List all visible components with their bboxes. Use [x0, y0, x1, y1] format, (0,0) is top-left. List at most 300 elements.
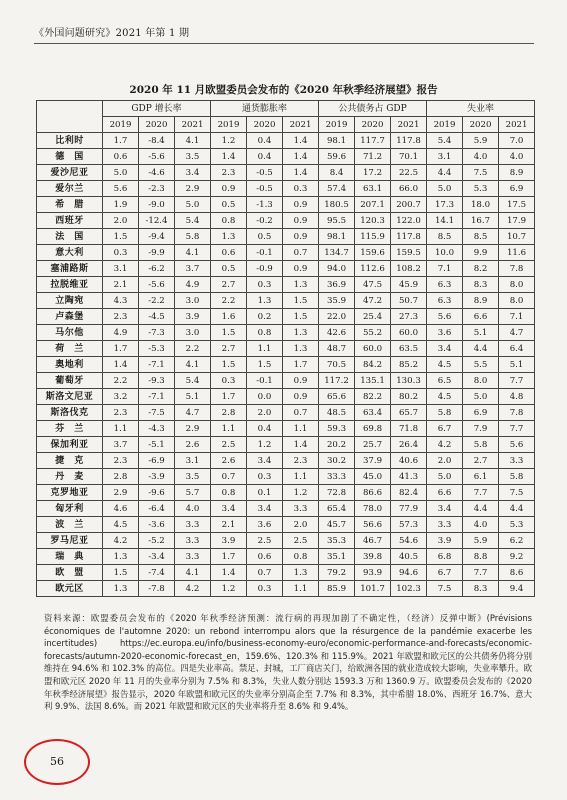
country-cell: 葡萄牙 [37, 373, 103, 389]
value-cell: 1.2 [211, 581, 247, 597]
value-cell: 40.6 [391, 453, 427, 469]
value-cell: 1.1 [103, 421, 139, 437]
value-cell: 6.6 [427, 485, 463, 501]
year-header-cell: 2021 [175, 117, 211, 133]
value-cell: 0.3 [247, 277, 283, 293]
value-cell: 4.9 [103, 325, 139, 341]
value-cell: 40.5 [391, 549, 427, 565]
value-cell: 0.2 [247, 309, 283, 325]
value-cell: 14.1 [427, 213, 463, 229]
value-cell: 0.0 [247, 389, 283, 405]
value-cell: 5.4 [175, 213, 211, 229]
value-cell: 0.3 [247, 469, 283, 485]
value-cell: 0.5 [211, 261, 247, 277]
value-cell: -7.8 [139, 581, 175, 597]
value-cell: 0.9 [283, 229, 319, 245]
value-cell: 41.3 [391, 469, 427, 485]
running-header: 《外国问题研究》2021 年第 1 期 [34, 24, 534, 44]
value-cell: 180.5 [319, 197, 355, 213]
value-cell: 8.8 [463, 549, 499, 565]
value-cell: 2.1 [103, 277, 139, 293]
value-cell: -7.1 [139, 357, 175, 373]
value-cell: 1.2 [211, 133, 247, 149]
value-cell: 0.8 [211, 485, 247, 501]
value-cell: 46.7 [355, 533, 391, 549]
value-cell: 1.5 [211, 325, 247, 341]
value-cell: 8.3 [463, 581, 499, 597]
value-cell: 25.4 [355, 309, 391, 325]
table-row [37, 165, 535, 181]
country-cell: 卢森堡 [37, 309, 103, 325]
value-cell: 0.4 [247, 421, 283, 437]
value-cell: 5.0 [175, 197, 211, 213]
value-cell: 65.7 [391, 405, 427, 421]
value-cell: 5.9 [463, 133, 499, 149]
value-cell: 1.5 [211, 357, 247, 373]
country-cell: 奥地利 [37, 357, 103, 373]
value-cell: 85.2 [391, 357, 427, 373]
table-row [37, 357, 535, 373]
value-cell: 102.3 [391, 581, 427, 597]
value-cell: 3.1 [103, 261, 139, 277]
table-row [37, 565, 535, 581]
value-cell: 77.9 [391, 501, 427, 517]
source-note: 资料来源：欧盟委员会发布的《2020 年秋季经济预测：流行病的再现加剧了不确定性，（经济）反弹中断》(Prévisions économiques de l'automne 2020: un rebond interrompu alors que la résurgence de la pandémie exacerbe les incertitudes) https://ec.europa.eu/info/business-economy-euro/economic-performance-and-forecasts/economic-forecasts/autumn-2020-economic-forecast_en，159.6%、120.3% 和 115.9%。2021 年欧盟和欧元区的公共债务仍将分别维持在 94.6% 和 102.3% 的高位。四是失业率高。禁足、封城，工厂商店关门，给欧洲各国的就业造成较大影响，失业率攀升。欧盟和欧元区 2020 年 11 月的失业率分别为 7.5% 和 8.3%，失业人数分别达 1593.3 万和 1360.9 万。欧盟委员会发布的《2020 年秋季经济展望》报告显示，2020 年欧盟和欧元区的失业率分别高企至 7.7% 和 8.3%，其中希腊 18.0%、西班牙 16.7%、意大利 9.9%、法国 8.6%。而 2021 年欧盟和欧元区的失业率将升至 8.6% 和 9.4%。 [44, 613, 532, 712]
value-cell: 108.2 [391, 261, 427, 277]
value-cell: 3.3 [499, 453, 535, 469]
value-cell: 200.7 [391, 197, 427, 213]
value-cell: 7.9 [463, 421, 499, 437]
value-cell: 2.3 [283, 453, 319, 469]
value-cell: 4.1 [175, 133, 211, 149]
value-cell: 7.7 [463, 565, 499, 581]
value-cell: 1.7 [103, 341, 139, 357]
value-cell: 5.1 [499, 357, 535, 373]
value-cell: 0.3 [103, 245, 139, 261]
value-cell: 20.2 [319, 437, 355, 453]
value-cell: 4.6 [103, 501, 139, 517]
value-cell: 16.7 [463, 213, 499, 229]
value-cell: 2.0 [427, 453, 463, 469]
value-cell: 3.4 [175, 165, 211, 181]
page-number: 56 [50, 755, 64, 768]
economic-forecast-table [36, 100, 535, 597]
value-cell: 3.4 [427, 341, 463, 357]
value-cell: 4.1 [175, 565, 211, 581]
value-cell: 3.4 [247, 453, 283, 469]
value-cell: 1.3 [283, 277, 319, 293]
value-cell: 10.0 [427, 245, 463, 261]
value-cell: 1.6 [211, 309, 247, 325]
value-cell: 117.7 [355, 133, 391, 149]
value-cell: 35.1 [319, 549, 355, 565]
value-cell: 2.0 [103, 213, 139, 229]
value-cell: -5.2 [139, 533, 175, 549]
value-cell: 0.8 [283, 549, 319, 565]
value-cell: 2.0 [283, 517, 319, 533]
value-cell: 1.4 [283, 149, 319, 165]
value-cell: 2.6 [211, 453, 247, 469]
value-cell: 3.9 [175, 309, 211, 325]
value-cell: 5.4 [427, 133, 463, 149]
value-cell: 1.5 [247, 357, 283, 373]
year-header-cell: 2020 [355, 117, 391, 133]
value-cell: 3.7 [175, 261, 211, 277]
value-cell: 3.6 [247, 517, 283, 533]
value-cell: 66.0 [391, 181, 427, 197]
value-cell: 8.3 [463, 277, 499, 293]
value-cell: 70.5 [319, 357, 355, 373]
value-cell: 60.0 [391, 325, 427, 341]
value-cell: -9.3 [139, 373, 175, 389]
year-header-cell: 2021 [283, 117, 319, 133]
value-cell: 72.8 [319, 485, 355, 501]
value-cell: 25.7 [355, 437, 391, 453]
value-cell: 95.5 [319, 213, 355, 229]
value-cell: 22.0 [319, 309, 355, 325]
value-cell: 86.6 [355, 485, 391, 501]
value-cell: 4.0 [499, 149, 535, 165]
value-cell: 3.1 [427, 149, 463, 165]
country-cell: 爱沙尼亚 [37, 165, 103, 181]
value-cell: 4.5 [427, 357, 463, 373]
value-cell: 3.5 [175, 469, 211, 485]
value-cell: 5.8 [499, 469, 535, 485]
value-cell: 1.4 [211, 149, 247, 165]
value-cell: 112.6 [355, 261, 391, 277]
value-cell: 101.7 [355, 581, 391, 597]
year-header-cell: 2020 [139, 117, 175, 133]
value-cell: 1.3 [283, 565, 319, 581]
value-cell: 2.9 [103, 485, 139, 501]
table-row [37, 501, 535, 517]
value-cell: 5.8 [175, 229, 211, 245]
value-cell: 45.7 [319, 517, 355, 533]
value-cell: 5.6 [103, 181, 139, 197]
value-cell: 6.3 [427, 293, 463, 309]
value-cell: 70.1 [391, 149, 427, 165]
value-cell: -5.3 [139, 341, 175, 357]
value-cell: 0.4 [247, 133, 283, 149]
value-cell: 2.7 [211, 341, 247, 357]
value-cell: 2.9 [175, 181, 211, 197]
value-cell: 65.4 [319, 501, 355, 517]
value-cell: 6.6 [463, 309, 499, 325]
value-cell: -6.2 [139, 261, 175, 277]
value-cell: 1.3 [103, 549, 139, 565]
value-cell: 0.5 [211, 197, 247, 213]
value-cell: -8.4 [139, 133, 175, 149]
value-cell: 4.2 [103, 533, 139, 549]
value-cell: 4.8 [499, 389, 535, 405]
value-cell: 17.9 [499, 213, 535, 229]
value-cell: 1.1 [211, 421, 247, 437]
value-cell: 30.2 [319, 453, 355, 469]
value-cell: 6.8 [427, 549, 463, 565]
value-cell: 7.7 [499, 373, 535, 389]
value-cell: 7.8 [499, 405, 535, 421]
value-cell: 8.5 [463, 229, 499, 245]
value-cell: -0.5 [247, 181, 283, 197]
value-cell: 2.3 [103, 453, 139, 469]
value-cell: 6.9 [499, 181, 535, 197]
country-cell: 西班牙 [37, 213, 103, 229]
value-cell: 8.0 [463, 373, 499, 389]
value-cell: 5.8 [427, 405, 463, 421]
value-cell: 1.3 [103, 581, 139, 597]
value-cell: 3.3 [175, 549, 211, 565]
country-cell: 罗马尼亚 [37, 533, 103, 549]
value-cell: -0.2 [247, 213, 283, 229]
value-cell: 0.3 [211, 373, 247, 389]
value-cell: 18.0 [463, 197, 499, 213]
country-cell: 法 国 [37, 229, 103, 245]
value-cell: -5.6 [139, 277, 175, 293]
value-cell: -2.2 [139, 293, 175, 309]
value-cell: 8.9 [463, 293, 499, 309]
value-cell: 11.6 [499, 245, 535, 261]
value-cell: 93.9 [355, 565, 391, 581]
value-cell: 7.7 [499, 421, 535, 437]
value-cell: 0.1 [247, 485, 283, 501]
value-cell: 7.5 [499, 485, 535, 501]
value-cell: 134.7 [319, 245, 355, 261]
value-cell: 4.1 [175, 245, 211, 261]
value-cell: 94.0 [319, 261, 355, 277]
value-cell: 4.0 [463, 149, 499, 165]
value-cell: 0.8 [247, 325, 283, 341]
value-cell: 17.2 [355, 165, 391, 181]
value-cell: 56.6 [355, 517, 391, 533]
value-cell: 5.0 [103, 165, 139, 181]
value-cell: 1.5 [103, 229, 139, 245]
country-cell: 拉脱维亚 [37, 277, 103, 293]
country-cell: 芬 兰 [37, 421, 103, 437]
value-cell: 63.5 [391, 341, 427, 357]
group-header-public-debt: 公共债务占 GDP [319, 101, 427, 117]
value-cell: 17.3 [427, 197, 463, 213]
country-cell: 克罗地亚 [37, 485, 103, 501]
value-cell: 7.1 [499, 309, 535, 325]
value-cell: 33.3 [319, 469, 355, 485]
value-cell: 50.7 [391, 293, 427, 309]
year-header-cell: 2019 [103, 117, 139, 133]
value-cell: 35.3 [319, 533, 355, 549]
value-cell: 0.9 [211, 181, 247, 197]
country-cell: 欧元区 [37, 581, 103, 597]
value-cell: 98.1 [319, 229, 355, 245]
value-cell: 3.9 [427, 533, 463, 549]
table-row [37, 197, 535, 213]
value-cell: 3.6 [427, 325, 463, 341]
value-cell: 1.1 [283, 581, 319, 597]
table-row [37, 181, 535, 197]
value-cell: 55.2 [355, 325, 391, 341]
value-cell: 47.5 [355, 277, 391, 293]
country-cell: 爱尔兰 [37, 181, 103, 197]
value-cell: 57.3 [391, 517, 427, 533]
value-cell: 1.9 [103, 197, 139, 213]
value-cell: 98.1 [319, 133, 355, 149]
value-cell: 5.0 [427, 181, 463, 197]
value-cell: 80.2 [391, 389, 427, 405]
country-cell: 塞浦路斯 [37, 261, 103, 277]
value-cell: 3.1 [175, 453, 211, 469]
table-row [37, 421, 535, 437]
value-cell: 27.3 [391, 309, 427, 325]
value-cell: 59.3 [319, 421, 355, 437]
value-cell: 4.4 [463, 501, 499, 517]
value-cell: -9.6 [139, 485, 175, 501]
value-cell: 9.9 [463, 245, 499, 261]
group-header-unemployment: 失业率 [427, 101, 535, 117]
value-cell: 84.2 [355, 357, 391, 373]
value-cell: 6.7 [427, 421, 463, 437]
value-cell: -1.3 [247, 197, 283, 213]
value-cell: 2.3 [211, 165, 247, 181]
value-cell: -7.5 [139, 405, 175, 421]
country-cell: 比利时 [37, 133, 103, 149]
value-cell: 122.0 [391, 213, 427, 229]
value-cell: 17.5 [499, 197, 535, 213]
country-cell: 欧 盟 [37, 565, 103, 581]
value-cell: 36.9 [319, 277, 355, 293]
value-cell: 1.3 [247, 293, 283, 309]
value-cell: -7.3 [139, 325, 175, 341]
value-cell: 60.0 [355, 341, 391, 357]
value-cell: 7.5 [427, 581, 463, 597]
value-cell: 135.1 [355, 373, 391, 389]
value-cell: 6.5 [427, 373, 463, 389]
value-cell: -3.4 [139, 549, 175, 565]
value-cell: 4.4 [427, 165, 463, 181]
value-cell: 0.3 [247, 581, 283, 597]
value-cell: 8.0 [499, 293, 535, 309]
value-cell: 69.8 [355, 421, 391, 437]
value-cell: 1.5 [283, 293, 319, 309]
value-cell: 4.5 [427, 389, 463, 405]
value-cell: 2.6 [175, 437, 211, 453]
value-cell: 1.7 [211, 549, 247, 565]
value-cell: 4.3 [103, 293, 139, 309]
country-cell: 斯洛伐克 [37, 405, 103, 421]
value-cell: -4.5 [139, 309, 175, 325]
value-cell: 79.2 [319, 565, 355, 581]
value-cell: 130.3 [391, 373, 427, 389]
table-year-header-row [37, 117, 535, 133]
value-cell: 35.9 [319, 293, 355, 309]
value-cell: 94.6 [391, 565, 427, 581]
group-header-inflation: 通货膨胀率 [211, 101, 319, 117]
value-cell: 7.1 [427, 261, 463, 277]
value-cell: 3.9 [211, 533, 247, 549]
value-cell: 5.6 [499, 437, 535, 453]
value-cell: 8.5 [427, 229, 463, 245]
value-cell: 4.1 [175, 357, 211, 373]
value-cell: 5.4 [175, 373, 211, 389]
value-cell: -2.3 [139, 181, 175, 197]
country-cell: 丹 麦 [37, 469, 103, 485]
value-cell: 63.1 [355, 181, 391, 197]
value-cell: 54.6 [391, 533, 427, 549]
value-cell: 0.6 [103, 149, 139, 165]
value-cell: 5.9 [463, 533, 499, 549]
value-cell: -12.4 [139, 213, 175, 229]
group-header-gdp: GDP 增长率 [103, 101, 211, 117]
value-cell: 8.6 [499, 565, 535, 581]
value-cell: 82.2 [355, 389, 391, 405]
value-cell: 59.6 [319, 149, 355, 165]
value-cell: 6.4 [499, 341, 535, 357]
value-cell: 5.3 [499, 517, 535, 533]
value-cell: 26.4 [391, 437, 427, 453]
value-cell: 4.0 [175, 501, 211, 517]
table-body [37, 133, 535, 597]
value-cell: 1.5 [283, 309, 319, 325]
value-cell: 1.1 [283, 421, 319, 437]
value-cell: 45.0 [355, 469, 391, 485]
value-cell: 9.4 [499, 581, 535, 597]
table-row [37, 325, 535, 341]
value-cell: 0.4 [247, 149, 283, 165]
value-cell: 8.2 [463, 261, 499, 277]
value-cell: 22.5 [391, 165, 427, 181]
value-cell: 1.2 [283, 485, 319, 501]
table-group-header-row [37, 101, 535, 117]
value-cell: 3.7 [103, 437, 139, 453]
value-cell: 48.5 [319, 405, 355, 421]
value-cell: 1.3 [283, 325, 319, 341]
value-cell: 42.6 [319, 325, 355, 341]
country-cell: 意大利 [37, 245, 103, 261]
value-cell: 6.3 [427, 277, 463, 293]
value-cell: 0.9 [283, 197, 319, 213]
value-cell: 115.9 [355, 229, 391, 245]
value-cell: 7.5 [463, 165, 499, 181]
value-cell: 1.4 [103, 357, 139, 373]
value-cell: 4.4 [463, 341, 499, 357]
year-header-cell: 2020 [247, 117, 283, 133]
table-row [37, 533, 535, 549]
value-cell: 2.3 [103, 405, 139, 421]
value-cell: 3.3 [283, 501, 319, 517]
value-cell: 1.4 [211, 565, 247, 581]
value-cell: 120.3 [355, 213, 391, 229]
value-cell: 65.6 [319, 389, 355, 405]
value-cell: 45.9 [391, 277, 427, 293]
value-cell: 71.2 [355, 149, 391, 165]
value-cell: 2.0 [247, 405, 283, 421]
value-cell: 4.7 [499, 325, 535, 341]
value-cell: 2.5 [247, 533, 283, 549]
value-cell: 2.1 [211, 517, 247, 533]
value-cell: 8.4 [319, 165, 355, 181]
country-cell: 马尔他 [37, 325, 103, 341]
value-cell: 3.5 [175, 149, 211, 165]
value-cell: 0.7 [247, 565, 283, 581]
value-cell: 2.7 [463, 453, 499, 469]
value-cell: 159.5 [391, 245, 427, 261]
value-cell: 0.9 [283, 389, 319, 405]
value-cell: 3.4 [427, 501, 463, 517]
table-row [37, 469, 535, 485]
value-cell: -0.9 [247, 261, 283, 277]
table-row [37, 341, 535, 357]
value-cell: 10.7 [499, 229, 535, 245]
value-cell: -0.5 [247, 165, 283, 181]
value-cell: 4.2 [175, 581, 211, 597]
value-cell: 0.7 [211, 469, 247, 485]
